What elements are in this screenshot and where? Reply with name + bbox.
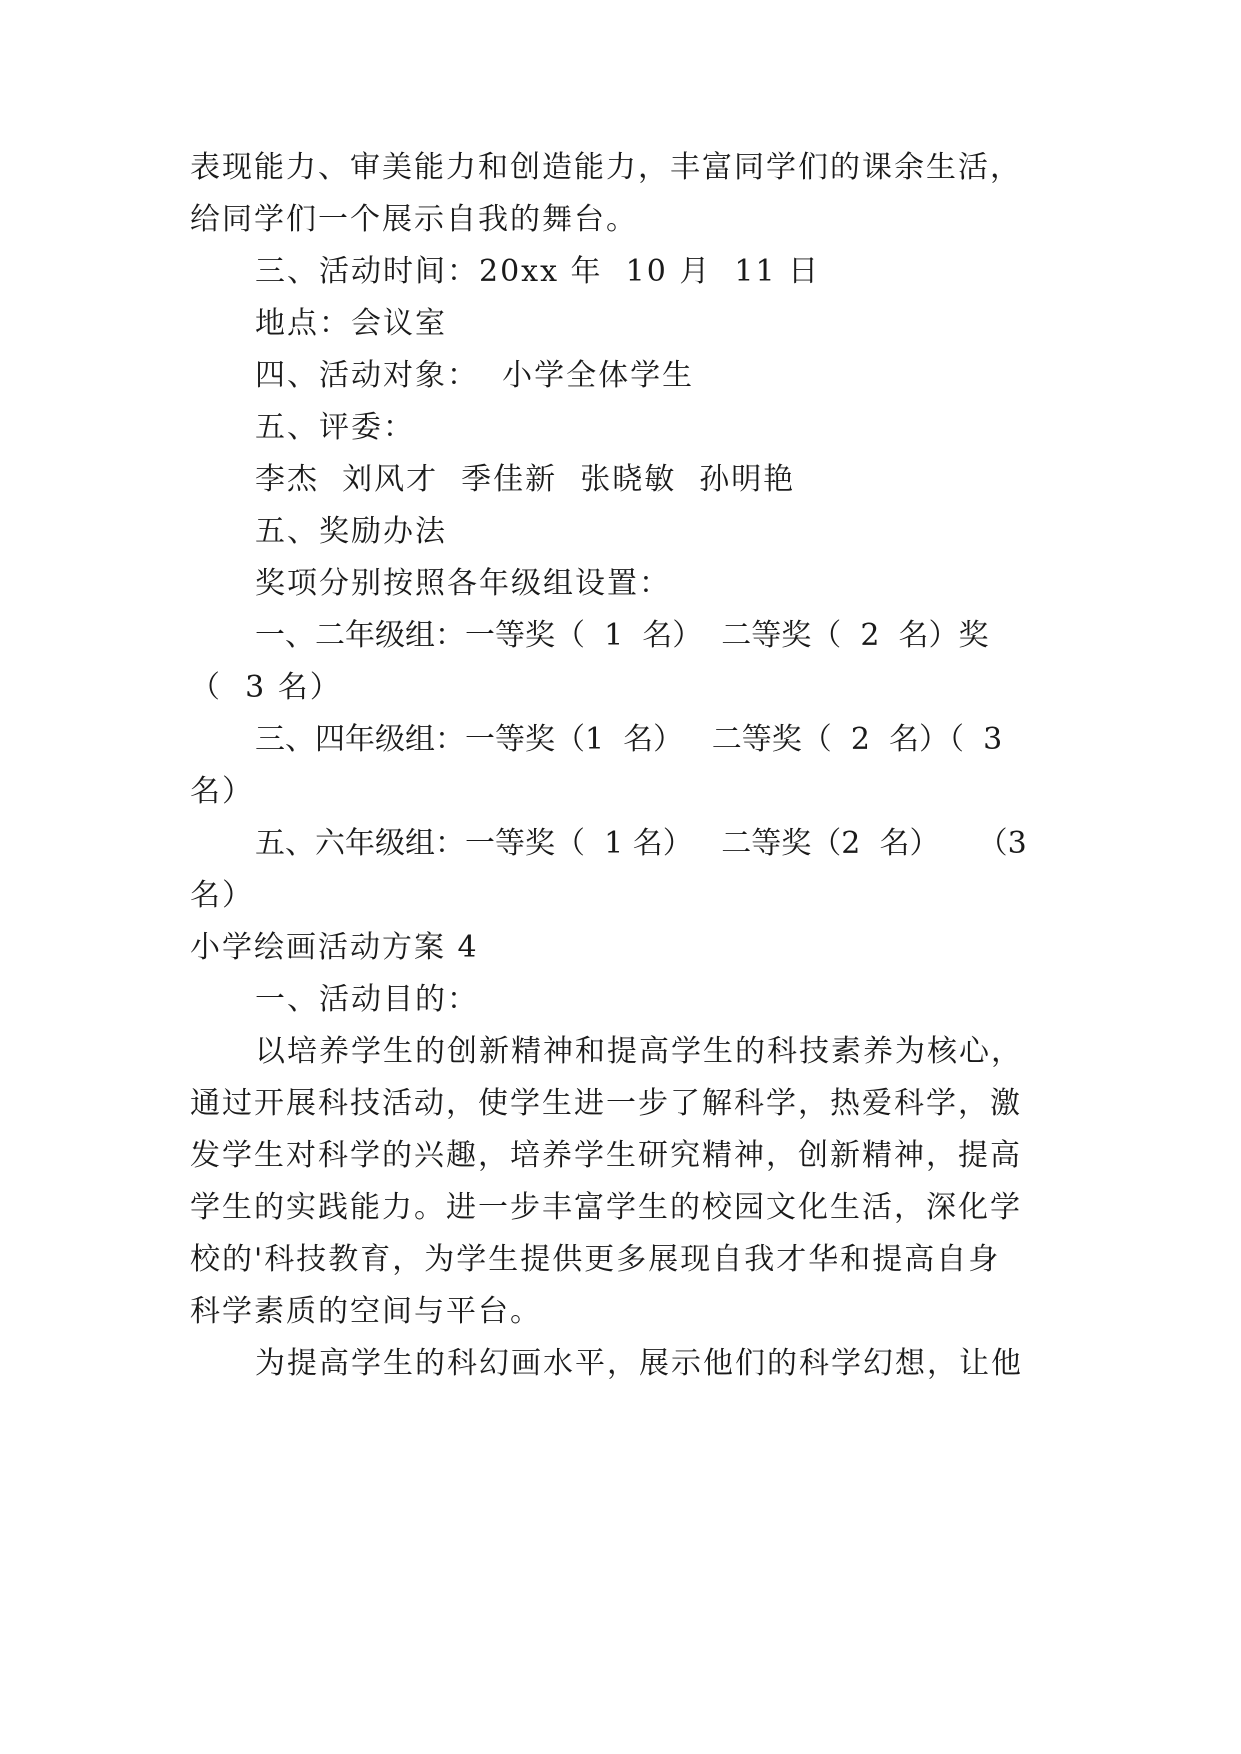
text-line: 学生的实践能力。进一步丰富学生的校园文化生活，深化学 bbox=[190, 1190, 1022, 1225]
text-line: 通过开展科技活动，使学生进一步了解科学，热爱科学，激 bbox=[190, 1086, 1022, 1121]
section-title: 小学绘画活动方案 4 bbox=[190, 930, 479, 965]
text-line: 地点：会议室 bbox=[255, 306, 447, 341]
text-line: 五、奖励办法 bbox=[255, 514, 447, 549]
text-line: 以培养学生的创新精神和提高学生的科技素养为核心， bbox=[255, 1034, 1023, 1069]
text-line: 五、评委： bbox=[255, 410, 415, 445]
text-line: 发学生对科学的兴趣，培养学生研究精神，创新精神，提高 bbox=[190, 1138, 1022, 1173]
text-line: 科学素质的空间与平台。 bbox=[190, 1294, 542, 1329]
text-line: 奖项分别按照各年级组设置： bbox=[255, 566, 671, 601]
text-line: 五、六年级组：一等奖（ 1 名） 二等奖（2 名） （3 bbox=[255, 826, 1027, 861]
text-line: （ 3 名） bbox=[190, 670, 342, 705]
text-line: 一、活动目的： bbox=[255, 982, 479, 1017]
text-line: 名） bbox=[190, 774, 254, 809]
text-line: 三、四年级组：一等奖（1 名） 二等奖（ 2 名）（ 3 bbox=[255, 722, 1003, 757]
text-line: 名） bbox=[190, 878, 254, 913]
text-line: 三、活动时间：20xx 年 10 月 11 日 bbox=[255, 254, 821, 289]
text-line: 校的'科技教育，为学生提供更多展现自我才华和提高自身 bbox=[190, 1242, 1001, 1277]
text-line: 表现能力、审美能力和创造能力，丰富同学们的课余生活， bbox=[190, 150, 1022, 185]
judges-list: 李杰 刘风才 季佳新 张晓敏 孙明艳 bbox=[255, 462, 796, 497]
text-line: 为提高学生的科幻画水平，展示他们的科学幻想，让他 bbox=[255, 1346, 1023, 1381]
text-line: 一、二年级组：一等奖（ 1 名） 二等奖（ 2 名）奖 bbox=[255, 618, 989, 653]
text-line: 给同学们一个展示自我的舞台。 bbox=[190, 202, 638, 237]
text-line: 四、活动对象： 小学全体学生 bbox=[255, 358, 695, 393]
